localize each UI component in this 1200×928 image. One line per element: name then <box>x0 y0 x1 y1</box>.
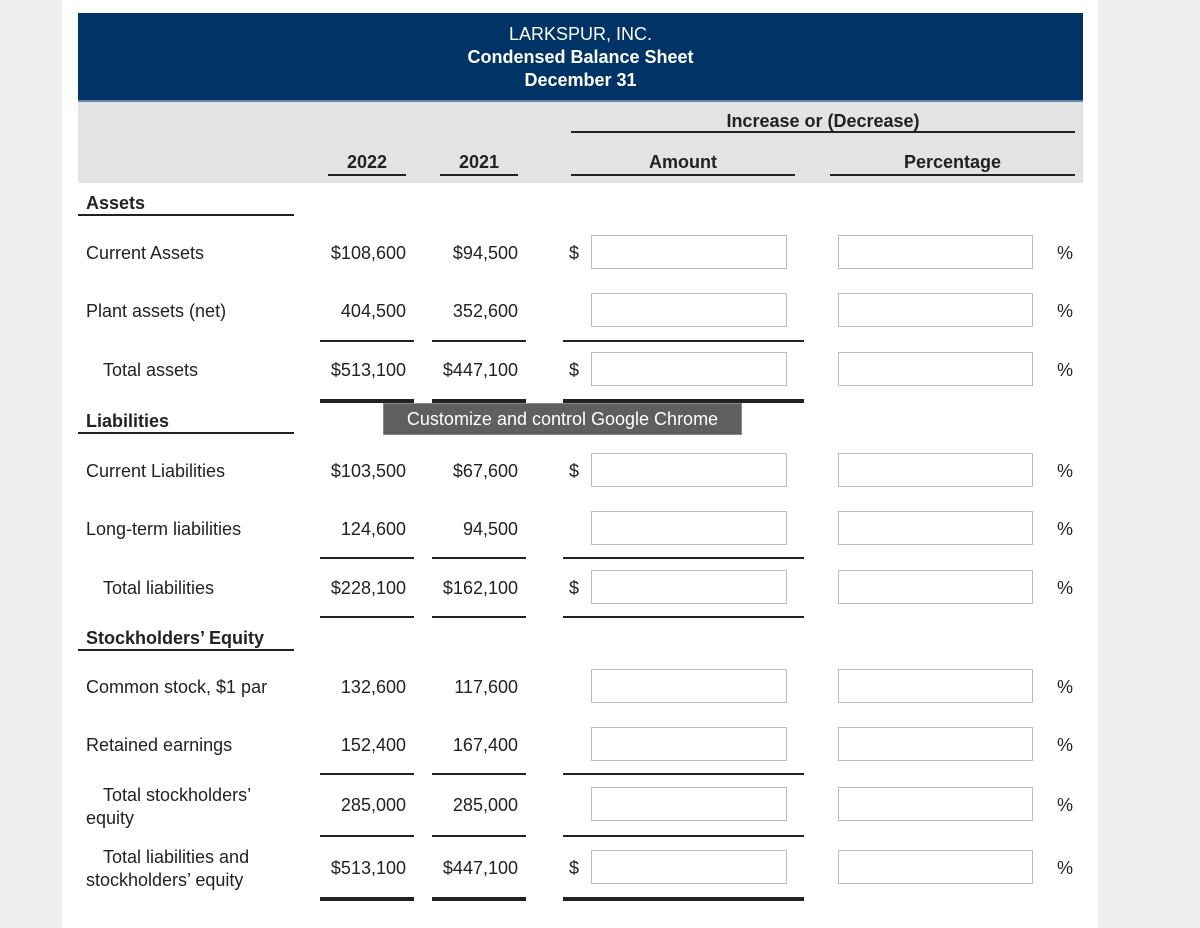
subtotal-rule-amount <box>563 835 804 837</box>
percentage-input[interactable] <box>838 669 1033 703</box>
percentage-input[interactable] <box>838 787 1033 821</box>
browser-tooltip: Customize and control Google Chrome <box>383 403 742 435</box>
percent-sign: % <box>1057 578 1074 598</box>
percentage-input[interactable] <box>838 235 1033 269</box>
col-header-amount: Amount <box>649 152 717 172</box>
percentage-input[interactable] <box>838 570 1033 604</box>
amount-input[interactable] <box>591 352 787 386</box>
percent-sign: % <box>1057 360 1074 380</box>
subtotal-rule-amount <box>563 557 804 559</box>
percent-sign: % <box>1057 243 1074 263</box>
value-2021: $67,600 <box>452 461 518 481</box>
subtotal-rule-amount <box>563 340 804 342</box>
row-label: Current Liabilities <box>86 461 226 481</box>
subtotal-rule-2021 <box>432 835 526 837</box>
row-label-line2: stockholders’ equity <box>86 870 244 890</box>
subtotal-rule-2021 <box>432 340 526 342</box>
value-2022: $513,100 <box>330 858 406 878</box>
value-2021: 94,500 <box>462 519 518 539</box>
value-2022: $228,100 <box>330 578 406 598</box>
total-rule-2021 <box>432 897 526 901</box>
value-2021: $447,100 <box>442 360 518 380</box>
col-header-amount-rule <box>571 174 795 176</box>
row-label: Common stock, $1 par <box>86 677 268 697</box>
col-header-2022: 2022 <box>346 152 388 172</box>
value-2021: 117,600 <box>454 677 518 697</box>
value-2022: 152,400 <box>340 735 406 755</box>
percent-sign: % <box>1057 461 1074 481</box>
percent-sign: % <box>1057 858 1074 878</box>
total-rule-2022 <box>320 897 414 901</box>
section-rule-liabilities <box>78 432 294 434</box>
row-label-line1: Total liabilities and <box>103 847 250 867</box>
subtotal-rule-2022 <box>320 773 414 775</box>
value-2022: 124,600 <box>340 519 406 539</box>
row-label: Current Assets <box>86 243 205 263</box>
percent-sign: % <box>1057 795 1074 815</box>
percentage-input[interactable] <box>838 511 1033 545</box>
statement-date: December 31 <box>524 70 637 90</box>
subtotal-rule-amount <box>563 773 804 775</box>
company-name: LARKSPUR, INC. <box>508 24 653 44</box>
subtotal-rule-2021 <box>432 557 526 559</box>
total-rule-amount <box>563 616 804 618</box>
value-2021: $447,100 <box>442 858 518 878</box>
subtotal-rule-2022 <box>320 340 414 342</box>
statement-title: Condensed Balance Sheet <box>467 47 694 67</box>
total-rule-amount <box>563 897 804 901</box>
col-header-2021-rule <box>440 174 518 176</box>
percentage-input[interactable] <box>838 727 1033 761</box>
value-2021: $94,500 <box>452 243 518 263</box>
percentage-input[interactable] <box>838 352 1033 386</box>
value-2022: 404,500 <box>340 301 406 321</box>
row-label: Long-term liabilities <box>86 519 242 539</box>
dollar-sign: $ <box>569 461 580 481</box>
amount-input[interactable] <box>591 727 787 761</box>
value-2022: 285,000 <box>340 795 406 815</box>
total-rule-2021 <box>432 616 526 618</box>
percentage-input[interactable] <box>838 850 1033 884</box>
value-2022: 132,600 <box>340 677 406 697</box>
col-header-percentage-rule <box>830 174 1075 176</box>
amount-input[interactable] <box>591 850 787 884</box>
row-label-line1: Total stockholders’ <box>103 785 252 805</box>
subtotal-rule-2022 <box>320 835 414 837</box>
percentage-input[interactable] <box>838 293 1033 327</box>
statement-header <box>78 13 1083 102</box>
value-2021: 352,600 <box>452 301 518 321</box>
value-2022: $103,500 <box>330 461 406 481</box>
value-2021: $162,100 <box>442 578 518 598</box>
section-rule-assets <box>78 214 294 216</box>
col-header-percentage: Percentage <box>903 152 1002 172</box>
amount-input[interactable] <box>591 669 787 703</box>
col-header-2021: 2021 <box>458 152 500 172</box>
percent-sign: % <box>1057 677 1074 697</box>
amount-input[interactable] <box>591 570 787 604</box>
row-label: Total liabilities <box>103 578 215 598</box>
amount-input[interactable] <box>591 511 787 545</box>
row-label: Retained earnings <box>86 735 233 755</box>
dollar-sign: $ <box>569 578 580 598</box>
total-rule-2022 <box>320 616 414 618</box>
percentage-input[interactable] <box>838 453 1033 487</box>
percent-sign: % <box>1057 519 1074 539</box>
dollar-sign: $ <box>569 858 580 878</box>
dollar-sign: $ <box>569 243 580 263</box>
value-2022: $513,100 <box>330 360 406 380</box>
row-label: Plant assets (net) <box>86 301 227 321</box>
section-title-liabilities: Liabilities <box>86 411 170 431</box>
subtotal-rule-2021 <box>432 773 526 775</box>
amount-input[interactable] <box>591 293 787 327</box>
group-header-increase-decrease: Increase or (Decrease) <box>726 111 920 131</box>
dollar-sign: $ <box>569 360 580 380</box>
value-2022: $108,600 <box>330 243 406 263</box>
col-header-2022-rule <box>328 174 406 176</box>
amount-input[interactable] <box>591 787 787 821</box>
percent-sign: % <box>1057 301 1074 321</box>
section-title-assets: Assets <box>86 193 146 213</box>
value-2021: 285,000 <box>452 795 518 815</box>
subtotal-rule-2022 <box>320 557 414 559</box>
row-label: Total assets <box>103 360 199 380</box>
section-rule-equity <box>78 649 294 651</box>
row-label-line2: equity <box>86 808 135 828</box>
section-title-equity: Stockholders’ Equity <box>86 628 265 648</box>
amount-input[interactable] <box>591 453 787 487</box>
value-2021: 167,400 <box>452 735 518 755</box>
percent-sign: % <box>1057 735 1074 755</box>
amount-input[interactable] <box>591 235 787 269</box>
